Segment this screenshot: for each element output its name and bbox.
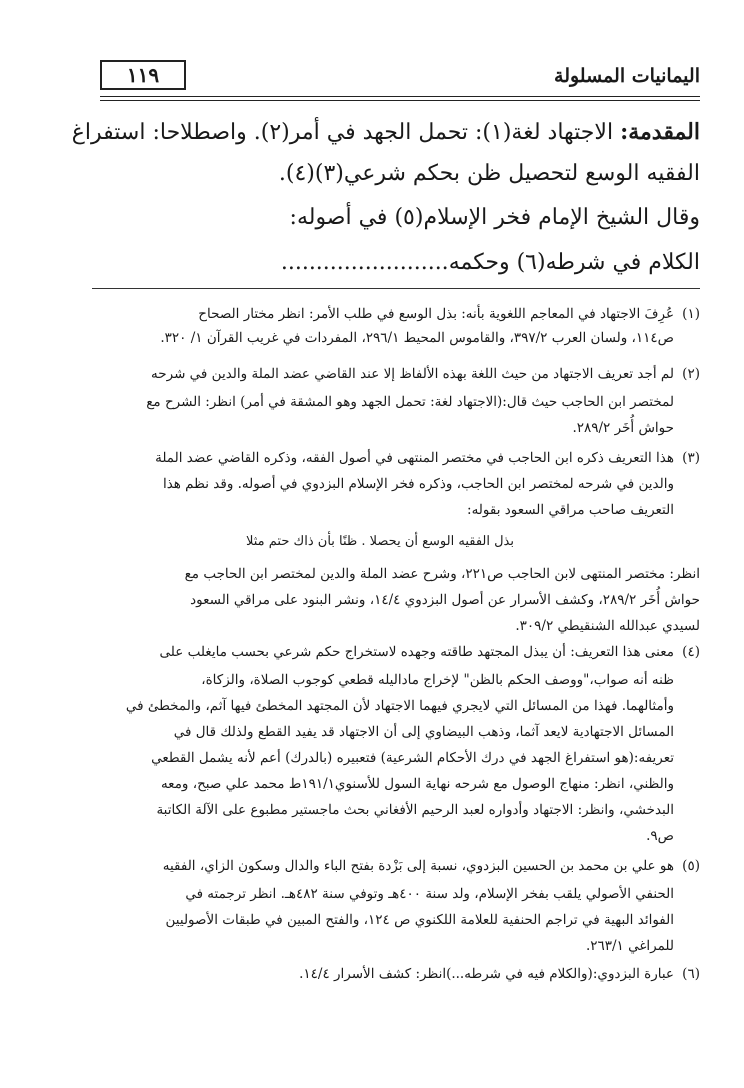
footnote-2-line-3: حواش أُخَر ٢٨٩/٢. <box>572 420 674 436</box>
footnote-4-line-6: والظني، انظر: منهاج الوصول مع شرحه نهاية السول للأسنوي١٩١/١ط محمد علي صبح، ومعه <box>160 776 674 792</box>
footnote-number: (٣) <box>682 450 700 466</box>
footnote-number: (٢) <box>682 366 700 382</box>
footnote-3-verse: بذل الفقيه الوسع أن يحصلا . ظنًا بأن ذاك حتم مثلا <box>246 534 514 549</box>
footnote-3-line-1: (٣)هذا التعريف ذكره ابن الحاجب في مختصر المنتهى في أصول الفقه، وذكره القاضي عضد الملة <box>92 446 700 470</box>
footnote-4-line-5: تعريفه:(هو استفراغ الجهد في درك الأحكام الشرعية) فتعبيره (بالدرك) أعم لأنه يشمل القطعي <box>151 750 674 766</box>
footnote-2-line-1: (٢)لم أجد تعريف الاجتهاد من حيث اللغة بهذه الألفاظ إلا عند القاضي عضد الملة والدين في شرحه <box>92 362 700 386</box>
footnote-3-line-4: انظر: مختصر المنتهى لابن الحاجب ص٢٢١، وشرح عضد الملة والدين لمختصر ابن الحاجب مع <box>184 566 700 582</box>
body-line-1 <box>71 112 700 153</box>
body-line-3: وقال الشيخ الإمام فخر الإسلام(٥) في أصوله: <box>289 205 700 230</box>
footnote-number: (٥) <box>682 858 700 874</box>
header-rule-thin <box>100 100 700 101</box>
footnote-4-line-2: ظنه أنه صواب،"ووصف الحكم بالظن" لإخراج ماداليله قطعي كوجوب الصلاة، والزكاة، <box>201 672 674 688</box>
leader-dots: ........................ <box>280 250 449 275</box>
footnote-3-line-5: حواش أُخَر ٢٨٩/٢، وكشف الأسرار عن أصول البزدوي ١٤/٤، ونشر البنود على مراقي السعود <box>190 592 700 608</box>
footnote-number: (١) <box>682 306 700 322</box>
footnote-4-line-8: ص٩. <box>646 828 674 844</box>
footnote-2-line-2: لمختصر ابن الحاجب حيث قال:(الاجتهاد لغة: تحمل الجهد وهو المشقة في أمر) انظر: الشرح مع <box>146 394 674 410</box>
body-line-4 <box>92 243 700 283</box>
body-line-4-text: الكلام في شرطه(٦) وحكمه <box>448 250 700 275</box>
body-line-1-text: الاجتهاد لغة(١): تحمل الجهد في أمر(٢). واصطلاحا: استفراغ <box>71 120 614 145</box>
footnote-1-line-2: ص١١٤، ولسان العرب ٣٩٧/٢، والقاموس المحيط ٢٩٦/١، المفردات في غريب القرآن ١/ ٣٢٠. <box>160 330 674 346</box>
footnote-4-line-3: وأمثالهما. فهذا من المسائل التي لايجري فيهما الاجتهاد لأن المجتهد المخطئ فيها آثم، والمخطئ في <box>125 698 674 714</box>
footnote-5-line-1: (٥)هو علي بن محمد بن الحسين البزدوي، نسبة إلى بَزْدة بفتح الباء والدال وسكون الزاي، الفقيه <box>92 854 700 878</box>
footnote-3-line-6: لسيدي عبدالله الشنقيطي ٣٠٩/٢. <box>515 618 700 634</box>
header-rule <box>100 96 700 97</box>
footnote-separator <box>92 288 700 289</box>
footnote-number: (٤) <box>682 644 700 660</box>
body-line-2: الفقيه الوسع لتحصيل ظن بحكم شرعي(٣)(٤). <box>278 161 700 186</box>
footnote-4-line-4: المسائل الاجتهادية لايعد آثما، وذهب البيضاوي إلى أن الاجتهاد قد يفيد القطع ولذلك قال في <box>173 724 674 740</box>
footnote-5-line-2: الحنفي الأصولي يلقب بفخر الإسلام، ولد سنة ٤٠٠هـ وتوفي سنة ٤٨٢هـ. انظر ترجمته في <box>185 886 674 902</box>
footnote-6-line-1: (٦)عبارة البزدوي:(والكلام فيه في شرطه...)انظر: كشف الأسرار ١٤/٤. <box>92 962 700 986</box>
footnote-number: (٦) <box>682 966 700 982</box>
footnote-5-line-4: للمراغي ٢٦٣/١. <box>585 938 674 954</box>
page-number-box: ١١٩ <box>100 60 186 90</box>
section-label: المقدمة: <box>620 119 700 145</box>
footnote-5-line-3: الفوائد البهية في تراجم الحنفية للعلامة اللكنوي ص ١٢٤، والفتح المبين في طبقات الأصوليين <box>165 912 674 928</box>
footnote-1-line-1: (١)عُرِفَ الاجتهاد في المعاجم اللغوية بأنه: بذل الوسع في طلب الأمر: انظر مختار الصحاح <box>92 302 700 326</box>
footnote-3-line-3: التعريف صاحب مراقي السعود بقوله: <box>467 502 674 518</box>
footnote-3-line-2: والدين في شرحه لمختصر ابن الحاجب، وذكره فخر الإسلام البزدوي في أصوله. وقد نظم هذا <box>162 476 674 492</box>
footnote-4-line-1: (٤)معنى هذا التعريف: أن يبذل المجتهد طاقته وجهده لاستخراج حكم شرعي بحسب مايغلب على <box>92 640 700 664</box>
footnote-4-line-7: البدخشي، وانظر: الاجتهاد وأدواره لعبد الرحيم الأفغاني بحث ماجستير مطبوع على الآلة الكاتبة <box>156 802 674 818</box>
running-header-title: اليمانيات المسلولة <box>554 65 700 87</box>
